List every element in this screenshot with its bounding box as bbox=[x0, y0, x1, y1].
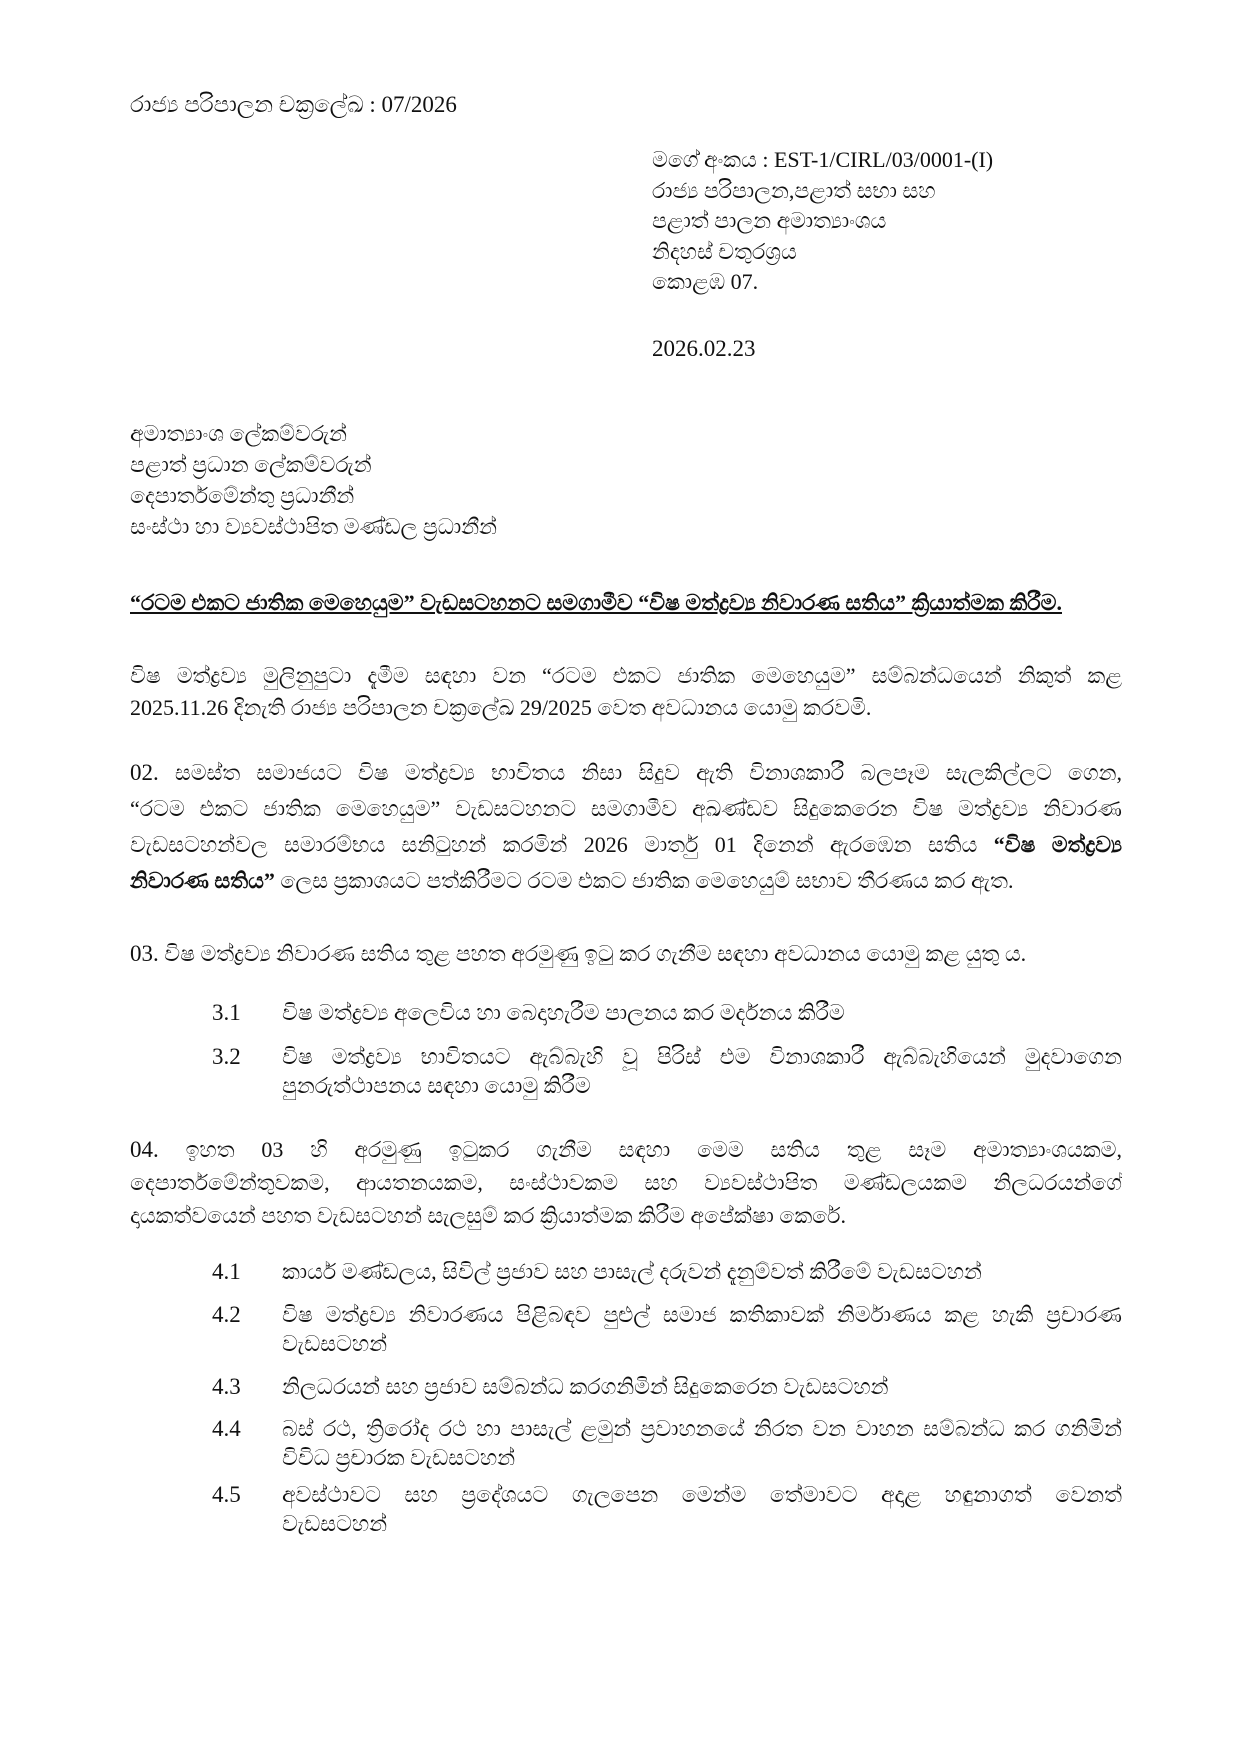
paragraph-line: “රටම එකට ජාතික මෙහෙයුම” වැඩසටහනට සමගාමීව අඛණ්ඩව සිදුකෙරෙන විෂ මත්ද්‍රව්‍ය නිවාරණ bbox=[130, 796, 1122, 821]
paragraph-line: දෙපාර්තමේන්තුවකම, ආයතනයකම, සංස්ථාවකම සහ ව්‍යවස්ථාපිත මණ්ඩලයකම නිලධරයන්ගේ bbox=[130, 1170, 1122, 1195]
paragraph-line: 2025.11.26 දිනැති රාජ්‍ය පරිපාලන චක්‍රලේඛ 29/2025 වෙත අවධානය යොමු කරවමි. bbox=[130, 695, 872, 720]
paragraph-number: 03. bbox=[130, 941, 159, 966]
address-line-1: නිදහස් චතුරශ්‍රය bbox=[652, 238, 797, 264]
paragraph-line bbox=[130, 938, 1122, 970]
ministry-line-2: පළාත් පාලන අමාත්‍යාංශය bbox=[652, 208, 887, 233]
paragraph-2 bbox=[130, 755, 1122, 899]
addressee: සංස්ථා හා ව්‍යවස්ථාපිත මණ්ඩල ප්‍රධානීන් bbox=[130, 514, 497, 539]
paragraph-line bbox=[130, 863, 1122, 899]
addressee: අමාත්‍යාංශ ලේකම්වරුන් bbox=[130, 421, 347, 446]
paragraph-line: විෂ මත්ද්‍රව්‍ය මුලිනුපුටා දැමීම සඳහා වන “රටම එකට ජාතික මෙහෙයුම” සම්බන්ධයෙන් නිකුත් කළ bbox=[130, 663, 1122, 688]
list-item-number: 3.1 bbox=[212, 1000, 241, 1025]
reference-block bbox=[652, 145, 993, 298]
paragraph-line bbox=[130, 755, 1122, 791]
list-item-text: කාර්ය මණ්ඩලය, සිවිල් ප්‍රජාව සහ පාසැල් දරුවන් දැනුම්වත් කිරීමේ වැඩසටහන් bbox=[282, 1259, 982, 1284]
list-item-number: 4.5 bbox=[212, 1482, 241, 1507]
paragraph-line bbox=[130, 1133, 1122, 1166]
address-line-2: කොළඹ 07. bbox=[652, 269, 759, 294]
paragraph-text: වැඩසටහන්වල සමාරම්භය සනිටුහන් කරමින් 2026 මාර්තු 01 දිනෙන් ඇරඹෙන සතිය bbox=[130, 832, 978, 857]
bold-phrase: “විෂ මත්ද්‍රව්‍ය bbox=[993, 832, 1122, 857]
addressee: පළාත් ප්‍රධාන ලේකම්වරුන් bbox=[130, 452, 372, 477]
paragraph-3 bbox=[130, 938, 1122, 970]
ministry-line-1: රාජ්‍ය පරිපාලන,පළාත් සභා සහ bbox=[652, 177, 936, 203]
list-item-text: නිලධරයන් සහ ප්‍රජාව සම්බන්ධ කරගනිමින් සිදුකෙරෙන වැඩසටහන් bbox=[282, 1374, 889, 1399]
list-item-number: 4.1 bbox=[212, 1259, 241, 1284]
list-item-number: 4.4 bbox=[212, 1416, 241, 1441]
paragraph-1 bbox=[130, 660, 1122, 724]
list-item-text: විෂ මත්ද්‍රව්‍ය නිවාරණය පිළිබඳව පුළුල් සමාජ කතිකාවක් නිර්මාණය කළ හැකි ප්‍රචාරණ bbox=[282, 1302, 1122, 1327]
paragraph-number: 04. bbox=[130, 1137, 159, 1162]
paragraph-text: ඉහත 03 හි අරමුණු ඉටුකර ගැනීම සඳහා මෙම සතිය තුළ සෑම අමාත්‍යාංශයකම, bbox=[185, 1137, 1122, 1162]
list-item-text: පුනරුත්ථාපනය සඳහා යොමු කිරීම bbox=[282, 1073, 591, 1098]
paragraph-line: දායකත්වයෙන් පහත වැඩසටහන් සැලසුම් කර ක්‍රියාත්මක කිරීම අපේක්ෂා කෙරේ. bbox=[130, 1203, 846, 1228]
addressee: දෙපාර්තමේන්තු ප්‍රධානීන් bbox=[130, 483, 355, 508]
letter-date: 2026.02.23 bbox=[652, 336, 756, 361]
subject-heading: “රටම එකට ජාතික මෙහෙයුම” වැඩසටහනට සමගාමීව “විෂ මත්ද්‍රව්‍ය නිවාරණ සතිය” ක්‍රියාත්මක කිරීම. bbox=[130, 590, 1062, 615]
paragraph-text: සමස්ත සමාජයට විෂ මත්ද්‍රව්‍ය භාවිතය නිසා සිදුව ඇති විනාශකාරී බලපෑම සැලකිල්ලට ගෙන, bbox=[174, 760, 1122, 785]
paragraph-text: විෂ මත්ද්‍රව්‍ය නිවාරණ සතිය තුළ පහත අරමුණු ඉටු කර ගැනීම සඳහා අවධානය යොමු කළ යුතු ය. bbox=[164, 941, 1027, 966]
list-item-number: 4.3 bbox=[212, 1374, 241, 1399]
list-item-text: විවිධ ප්‍රචාරක වැඩසටහන් bbox=[282, 1445, 516, 1470]
list-item-text: විෂ මත්ද්‍රව්‍ය භාවිතයට ඇබ්බැහි වූ පිරිස් එම විනාශකාරී ඇබ්බැහියෙන් මුදවාගෙන bbox=[282, 1044, 1122, 1069]
reference-number: මගේ අංකය : EST-1/CIRL/03/0001-(I) bbox=[652, 147, 994, 172]
addressee-list bbox=[130, 418, 497, 542]
list-item-text: වැඩසටහන් bbox=[282, 1511, 388, 1536]
paragraph-number: 02. bbox=[130, 760, 159, 785]
bold-phrase: නිවාරණ සතිය” bbox=[130, 868, 275, 893]
paragraph-4 bbox=[130, 1133, 1122, 1232]
list-item-text: බස් රථ, ත්‍රිරෝද රථ හා පාසැල් ළමුන් ප්‍රවාහනයේ නිරත වන වාහන සම්බන්ධ කර ගනිමින් bbox=[282, 1416, 1122, 1441]
paragraph-line bbox=[130, 827, 1122, 863]
list-item-text: විෂ මත්ද්‍රව්‍ය අලෙවිය හා බෙදාහැරීම පාලනය කර මර්දනය කිරීම bbox=[282, 1000, 845, 1025]
list-item-number: 4.2 bbox=[212, 1302, 241, 1327]
circular-number: රාජ්‍ය පරිපාලන චක්‍රලේඛ : 07/2026 bbox=[130, 92, 457, 117]
list-item-text: අවස්ථාවට සහ ප්‍රදේශයට ගැලපෙන මෙන්ම තේමාවට අදාළ හඳුනාගත් වෙනත් bbox=[282, 1482, 1122, 1507]
list-item-number: 3.2 bbox=[212, 1044, 241, 1069]
paragraph-text: ලෙස ප්‍රකාශයට පත්කිරීමට රටම එකට ජාතික මෙහෙයුම් සභාව තීරණය කර ඇත. bbox=[280, 868, 1014, 893]
list-item-text: වැඩසටහන් bbox=[282, 1331, 388, 1356]
